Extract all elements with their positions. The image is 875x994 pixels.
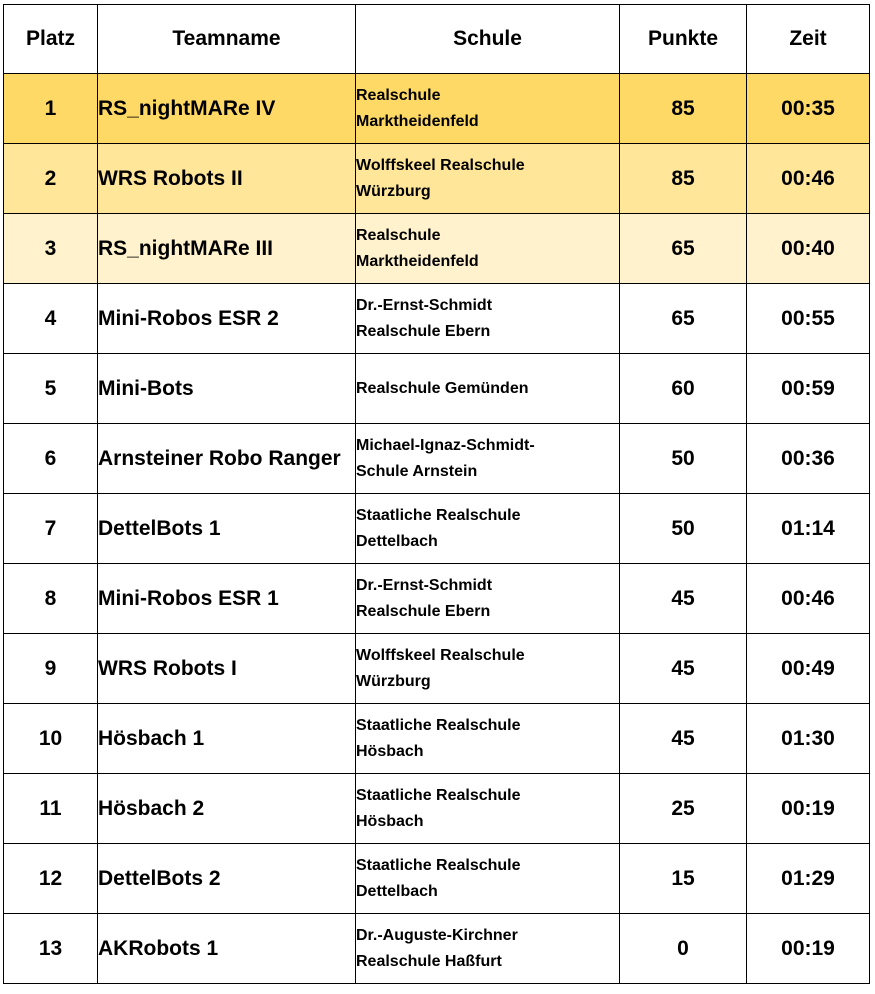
table-row <box>4 354 870 424</box>
schule-line-1: Realschule <box>356 86 441 104</box>
teamname-cell: Mini-Robos ESR 1 <box>98 564 356 634</box>
schule-line-2: Realschule Ebern <box>356 602 491 620</box>
zeit-cell: 00:36 <box>747 424 870 494</box>
zeit-cell: 00:19 <box>747 914 870 984</box>
teamname-cell: DettelBots 2 <box>98 844 356 914</box>
schule-cell <box>356 144 620 214</box>
teamname-cell: RS_nightMARe III <box>98 214 356 284</box>
header-teamname: Teamname <box>98 5 356 74</box>
platz-cell: 5 <box>4 354 98 424</box>
table-row <box>4 284 870 354</box>
platz-cell: 3 <box>4 214 98 284</box>
schule-line-1: Realschule Gemünden <box>356 379 529 397</box>
schule-line-2: Realschule Ebern <box>356 322 491 340</box>
punkte-cell: 45 <box>620 634 747 704</box>
punkte-cell: 60 <box>620 354 747 424</box>
schule-line-1: Wolffskeel Realschule <box>356 646 525 664</box>
punkte-cell: 45 <box>620 564 747 634</box>
schule-line-1: Realschule <box>356 226 441 244</box>
schule-cell <box>356 774 620 844</box>
zeit-cell: 01:29 <box>747 844 870 914</box>
platz-cell: 10 <box>4 704 98 774</box>
schule-cell <box>356 914 620 984</box>
table-row <box>4 634 870 704</box>
zeit-cell: 00:35 <box>747 74 870 144</box>
table-row <box>4 494 870 564</box>
schule-cell <box>356 564 620 634</box>
teamname-cell: AKRobots 1 <box>98 914 356 984</box>
schule-line-1: Michael-Ignaz-Schmidt- <box>356 436 535 454</box>
teamname-cell: Mini-Robos ESR 2 <box>98 284 356 354</box>
zeit-cell: 01:30 <box>747 704 870 774</box>
punkte-cell: 50 <box>620 424 747 494</box>
teamname-cell: Hösbach 2 <box>98 774 356 844</box>
schule-line-1: Staatliche Realschule <box>356 716 521 734</box>
table-row <box>4 424 870 494</box>
teamname-cell: DettelBots 1 <box>98 494 356 564</box>
schule-line-1: Dr.-Ernst-Schmidt <box>356 576 493 594</box>
punkte-cell: 0 <box>620 914 747 984</box>
schule-cell <box>356 634 620 704</box>
punkte-cell: 85 <box>620 74 747 144</box>
schule-line-2: Würzburg <box>356 672 431 690</box>
schule-cell <box>356 424 620 494</box>
schule-line-2: Dettelbach <box>356 532 438 550</box>
table-row <box>4 564 870 634</box>
schule-line-2: Schule Arnstein <box>356 462 478 480</box>
punkte-cell: 15 <box>620 844 747 914</box>
platz-cell: 4 <box>4 284 98 354</box>
punkte-cell: 85 <box>620 144 747 214</box>
header-platz: Platz <box>4 5 98 74</box>
schule-cell <box>356 494 620 564</box>
schule-line-2: Würzburg <box>356 182 431 200</box>
table-row <box>4 914 870 984</box>
platz-cell: 11 <box>4 774 98 844</box>
platz-cell: 8 <box>4 564 98 634</box>
teamname-cell: WRS Robots II <box>98 144 356 214</box>
schule-cell <box>356 214 620 284</box>
zeit-cell: 00:59 <box>747 354 870 424</box>
zeit-cell: 00:40 <box>747 214 870 284</box>
teamname-cell: WRS Robots I <box>98 634 356 704</box>
teamname-cell: Arnsteiner Robo Ranger <box>98 424 356 494</box>
schule-line-2: Realschule Haßfurt <box>356 952 502 970</box>
schule-cell <box>356 74 620 144</box>
header-row <box>4 5 870 74</box>
punkte-cell: 65 <box>620 214 747 284</box>
teamname-cell: RS_nightMARe IV <box>98 74 356 144</box>
platz-cell: 2 <box>4 144 98 214</box>
header-zeit: Zeit <box>747 5 870 74</box>
punkte-cell: 65 <box>620 284 747 354</box>
schule-line-1: Dr.-Ernst-Schmidt <box>356 296 493 314</box>
zeit-cell: 00:19 <box>747 774 870 844</box>
zeit-cell: 00:49 <box>747 634 870 704</box>
table-row <box>4 144 870 214</box>
zeit-cell: 00:55 <box>747 284 870 354</box>
platz-cell: 6 <box>4 424 98 494</box>
table-row <box>4 844 870 914</box>
schule-line-1: Staatliche Realschule <box>356 506 521 524</box>
teamname-cell: Mini-Bots <box>98 354 356 424</box>
zeit-cell: 00:46 <box>747 144 870 214</box>
zeit-cell: 01:14 <box>747 494 870 564</box>
schule-line-1: Staatliche Realschule <box>356 786 521 804</box>
teamname-cell: Hösbach 1 <box>98 704 356 774</box>
schule-line-1: Wolffskeel Realschule <box>356 156 525 174</box>
table-row <box>4 704 870 774</box>
zeit-cell: 00:46 <box>747 564 870 634</box>
punkte-cell: 45 <box>620 704 747 774</box>
schule-cell <box>356 284 620 354</box>
table-row <box>4 214 870 284</box>
schule-cell <box>356 704 620 774</box>
header-punkte: Punkte <box>620 5 747 74</box>
schule-line-1: Dr.-Auguste-Kirchner <box>356 926 518 944</box>
schule-line-2: Hösbach <box>356 742 424 760</box>
platz-cell: 12 <box>4 844 98 914</box>
schule-cell <box>356 844 620 914</box>
punkte-cell: 50 <box>620 494 747 564</box>
results-body <box>4 74 870 984</box>
punkte-cell: 25 <box>620 774 747 844</box>
table-row <box>4 774 870 844</box>
schule-line-2: Marktheidenfeld <box>356 112 479 130</box>
platz-cell: 9 <box>4 634 98 704</box>
schule-line-2: Marktheidenfeld <box>356 252 479 270</box>
results-table <box>3 4 870 984</box>
schule-line-2: Hösbach <box>356 812 424 830</box>
platz-cell: 7 <box>4 494 98 564</box>
platz-cell: 13 <box>4 914 98 984</box>
schule-line-1: Staatliche Realschule <box>356 856 521 874</box>
header-schule: Schule <box>356 5 620 74</box>
schule-line-2: Dettelbach <box>356 882 438 900</box>
table-row <box>4 74 870 144</box>
platz-cell: 1 <box>4 74 98 144</box>
schule-cell <box>356 354 620 424</box>
